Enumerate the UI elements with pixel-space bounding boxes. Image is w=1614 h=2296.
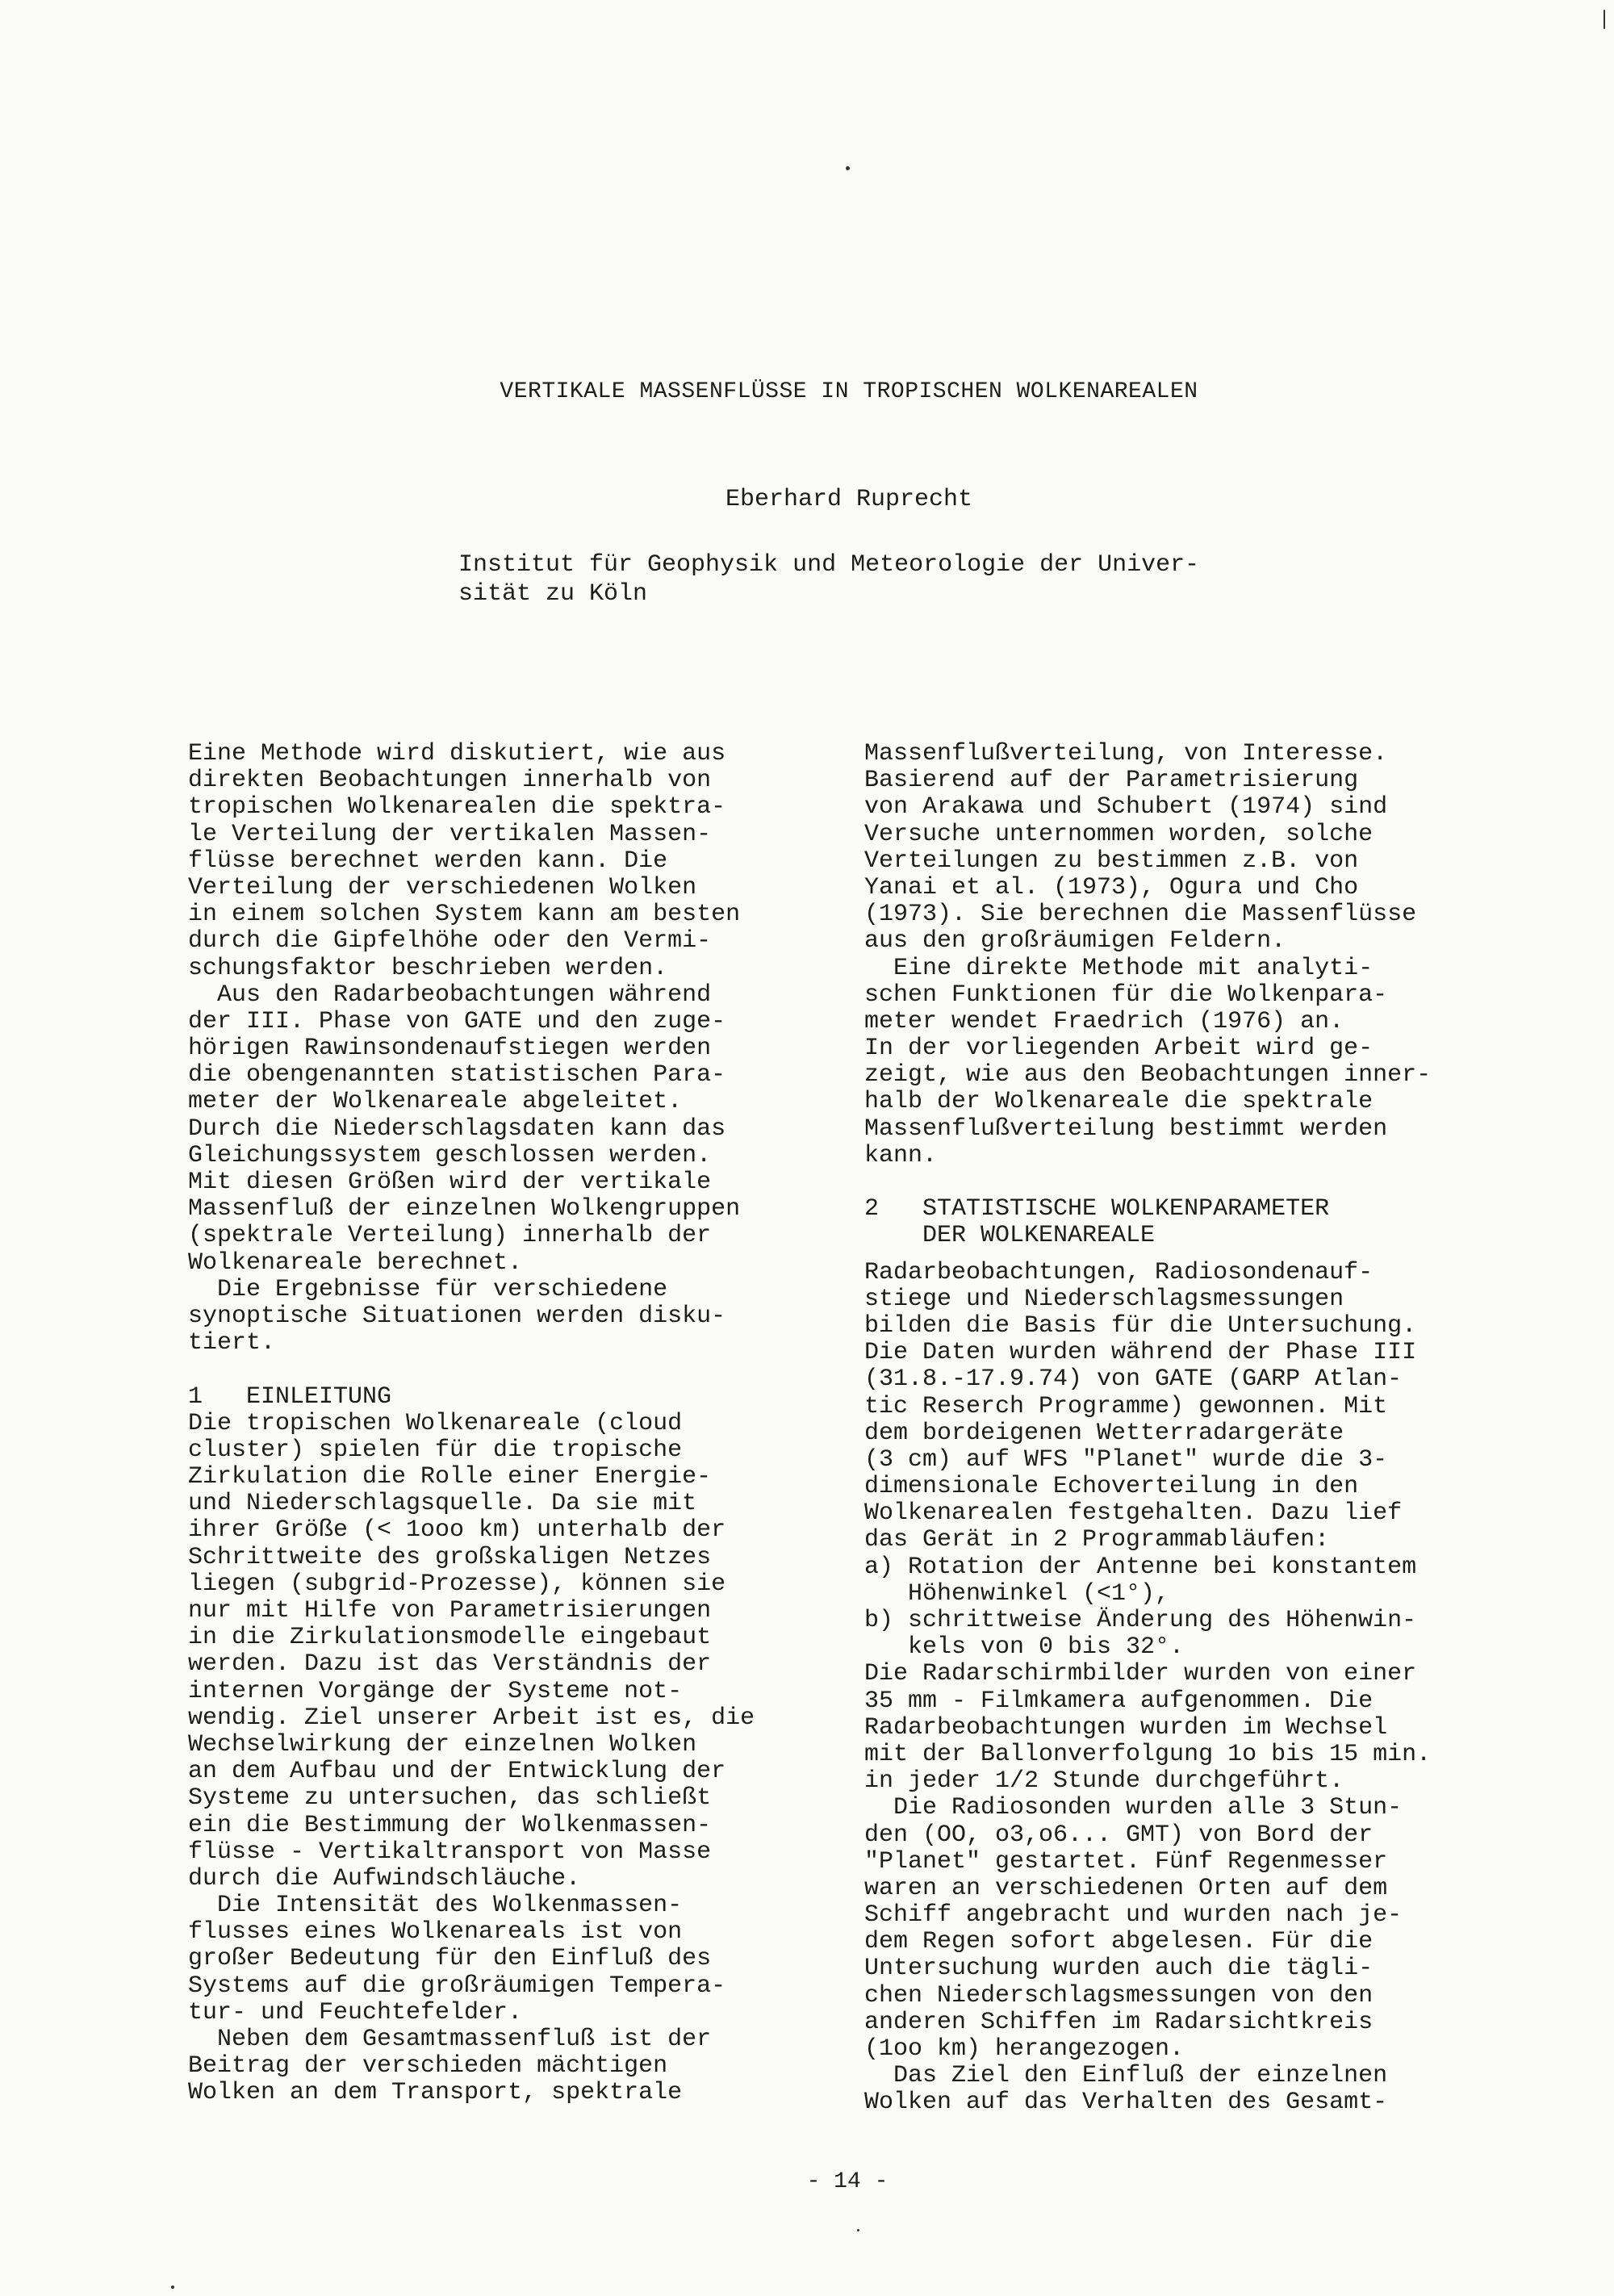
einleitung-continued bbox=[864, 741, 1502, 1169]
scan-speck bbox=[171, 2286, 174, 2289]
text-line: aus den großräumigen Feldern. bbox=[864, 927, 1286, 956]
abstract-line: in einem solchen System kann am besten bbox=[188, 901, 741, 929]
text-line: Radarbeobachtungen, Radiosondenauf- bbox=[864, 1258, 1374, 1286]
text-line: (31.8.-17.9.74) von GATE (GARP Atlan- bbox=[864, 1365, 1403, 1394]
text-line: Verteilungen zu bestimmen z.B. von bbox=[864, 847, 1359, 875]
author-name: Eberhard Ruprecht bbox=[725, 486, 973, 513]
section-einleitung-body bbox=[188, 1411, 817, 2107]
text-line: von Arakawa und Schubert (1974) sind bbox=[864, 793, 1388, 822]
text-line: meter wendet Fraedrich (1976) an. bbox=[864, 1007, 1344, 1035]
text-line: an dem Aufbau und der Entwicklung der bbox=[188, 1758, 726, 1786]
text-line: a) Rotation der Antenne bei konstantem bbox=[864, 1553, 1417, 1581]
text-line: "Planet" gestartet. Fünf Regenmesser bbox=[864, 1847, 1388, 1876]
text-line: flüsse - Vertikaltransport von Masse bbox=[188, 1838, 712, 1866]
abstract-line: synoptische Situationen werden disku- bbox=[188, 1302, 726, 1330]
text-line: (1oo km) herangezogen. bbox=[864, 2035, 1185, 2063]
scan-speck bbox=[857, 2229, 859, 2231]
author-affiliation bbox=[458, 550, 1298, 609]
affiliation-line: Institut für Geophysik und Meteorologie der Univer- bbox=[458, 551, 1200, 579]
text-line: bilden die Basis für die Untersuchung. bbox=[864, 1311, 1417, 1340]
text-line: den (OO, o3,o6... GMT) von Bord der bbox=[864, 1821, 1374, 1849]
abstract-line: die obengenannten statistischen Para- bbox=[188, 1061, 726, 1089]
text-line: und Niederschlagsquelle. Da sie mit bbox=[188, 1490, 697, 1518]
abstract-line: tiert. bbox=[188, 1329, 276, 1357]
text-line: Wolken an dem Transport, spektrale bbox=[188, 2079, 683, 2107]
text-line: waren an verschiedenen Orten auf dem bbox=[864, 1874, 1388, 1902]
text-line: Die Daten wurden während der Phase III bbox=[864, 1339, 1417, 1367]
text-line: tur- und Feuchtefelder. bbox=[188, 1998, 523, 2026]
text-line: Versuche unternommen worden, solche bbox=[864, 820, 1374, 848]
text-line: kann. bbox=[864, 1141, 938, 1169]
abstract-line: Die Ergebnisse für verschiedene bbox=[188, 1275, 668, 1303]
text-line: Wechselwirkung der einzelnen Wolken bbox=[188, 1730, 697, 1759]
text-line: 35 mm - Filmkamera aufgenommen. Die bbox=[864, 1687, 1374, 1715]
text-line: stiege und Niederschlagsmessungen bbox=[864, 1285, 1344, 1313]
text-line: chen Niederschlagsmessungen von den bbox=[864, 1981, 1374, 2010]
text-line: Massenflußverteilung bestimmt werden bbox=[864, 1115, 1388, 1143]
text-line: Wolken auf das Verhalten des Gesamt- bbox=[864, 2089, 1388, 2117]
section-heading-statistische-wolkenparameter: 2 STATISTISCHE WOLKENPARAMETER bbox=[864, 1195, 1330, 1223]
abstract-line: tropischen Wolkenarealen die spektra- bbox=[188, 793, 726, 822]
text-line: Systems auf die großräumigen Tempera- bbox=[188, 1972, 726, 2000]
abstract-line: Gleichungssystem geschlossen werden. bbox=[188, 1141, 712, 1169]
text-line: Beitrag der verschieden mächtigen bbox=[188, 2052, 668, 2081]
text-line: Untersuchung wurden auch die tägli- bbox=[864, 1955, 1374, 1983]
abstract-line: Durch die Niederschlagsdaten kann das bbox=[188, 1115, 726, 1143]
abstract-line: Wolkenareale berechnet. bbox=[188, 1248, 523, 1277]
section-wolkenparameter-body bbox=[864, 1260, 1502, 2117]
text-line: Wolkenarealen festgehalten. Dazu lief bbox=[864, 1499, 1403, 1528]
text-line: tic Reserch Programme) gewonnen. Mit bbox=[864, 1392, 1388, 1420]
abstract-line: hörigen Rawinsondenaufstiegen werden bbox=[188, 1035, 712, 1063]
abstract bbox=[188, 741, 817, 1357]
text-line: Basierend auf der Parametrisierung bbox=[864, 767, 1359, 795]
text-line: ihrer Größe (< 1ooo km) unterhalb der bbox=[188, 1516, 726, 1545]
text-line: Die tropischen Wolkenareale (cloud bbox=[188, 1409, 683, 1437]
right-column bbox=[864, 741, 1502, 2117]
abstract-line: direkten Beobachtungen innerhalb von bbox=[188, 767, 712, 795]
scan-speck bbox=[1604, 10, 1605, 29]
text-line: Yanai et al. (1973), Ogura und Cho bbox=[864, 873, 1359, 901]
text-line: Höhenwinkel (<1°), bbox=[864, 1579, 1170, 1608]
text-line: in die Zirkulationsmodelle eingebaut bbox=[188, 1624, 712, 1652]
text-line: Systeme zu untersuchen, das schließt bbox=[188, 1784, 712, 1813]
text-line: (1973). Sie berechnen die Massenflüsse bbox=[864, 901, 1417, 929]
abstract-line: le Verteilung der vertikalen Massen- bbox=[188, 820, 712, 848]
text-line: Radarbeobachtungen wurden im Wechsel bbox=[864, 1713, 1388, 1742]
abstract-line: Aus den Radarbeobachtungen während bbox=[188, 981, 712, 1009]
text-line: wendig. Ziel unserer Arbeit ist es, die bbox=[188, 1704, 755, 1732]
abstract-line: Mit diesen Größen wird der vertikale bbox=[188, 1169, 712, 1196]
text-line: Die Intensität des Wolkenmassen- bbox=[188, 1892, 683, 1920]
text-line: (3 cm) auf WFS "Planet" wurde die 3- bbox=[864, 1445, 1388, 1474]
scan-speck bbox=[846, 166, 850, 170]
text-line: b) schrittweise Änderung des Höhenwin- bbox=[864, 1607, 1417, 1634]
text-line: kels von 0 bis 32°. bbox=[864, 1633, 1185, 1662]
text-line: dem Regen sofort abgelesen. Für die bbox=[864, 1928, 1374, 1956]
text-line: in jeder 1/2 Stunde durchgeführt. bbox=[864, 1767, 1344, 1796]
text-line: mit der Ballonverfolgung 1o bis 15 min. bbox=[864, 1740, 1432, 1768]
abstract-line: meter der Wolkenareale abgeleitet. bbox=[188, 1088, 683, 1116]
abstract-line: schungsfaktor beschrieben werden. bbox=[188, 954, 668, 982]
text-line: dimensionale Echoverteilung in den bbox=[864, 1473, 1359, 1501]
text-line: Schrittweite des großskaligen Netzes bbox=[188, 1543, 712, 1571]
left-column bbox=[188, 741, 817, 2107]
section-heading-einleitung: 1 EINLEITUNG bbox=[188, 1382, 392, 1411]
abstract-line: der III. Phase von GATE und den zuge- bbox=[188, 1007, 726, 1035]
text-line: Die Radiosonden wurden alle 3 Stun- bbox=[864, 1794, 1403, 1822]
text-line: internen Vorgänge der Systeme not- bbox=[188, 1677, 683, 1705]
paper-title: VERTIKALE MASSENFLÜSSE IN TROPISCHEN WOLKENAREALEN bbox=[500, 379, 1198, 404]
page-number: - 14 - bbox=[806, 2169, 889, 2194]
text-line: großer Bedeutung für den Einfluß des bbox=[188, 1945, 712, 1973]
abstract-line: flüsse berechnet werden kann. Die bbox=[188, 847, 668, 875]
text-line: nur mit Hilfe von Parametrisierungen bbox=[188, 1597, 712, 1625]
abstract-line: (spektrale Verteilung) innerhalb der bbox=[188, 1222, 712, 1250]
section-heading-continued: DER WOLKENAREALE bbox=[864, 1222, 1156, 1250]
text-line: cluster) spielen für die tropische bbox=[188, 1436, 683, 1464]
text-line: dem bordeigenen Wetterradargeräte bbox=[864, 1419, 1344, 1447]
text-line: werden. Dazu ist das Verständnis der bbox=[188, 1650, 712, 1679]
abstract-line: Massenfluß der einzelnen Wolkengruppen bbox=[188, 1195, 741, 1223]
text-line: durch die Aufwindschläuche. bbox=[188, 1864, 581, 1892]
text-line: anderen Schiffen im Radarsichtkreis bbox=[864, 2008, 1374, 2036]
text-line: halb der Wolkenareale die spektrale bbox=[864, 1088, 1374, 1116]
text-line: Massenflußverteilung, von Interesse. bbox=[864, 740, 1388, 767]
text-line: schen Funktionen für die Wolkenpara- bbox=[864, 981, 1388, 1009]
text-line: Eine direkte Methode mit analyti- bbox=[864, 954, 1374, 982]
text-line: Schiff angebracht und wurden nach je- bbox=[864, 1901, 1403, 1930]
text-line: Das Ziel den Einfluß der einzelnen bbox=[864, 2062, 1388, 2090]
text-line: Neben dem Gesamtmassenfluß ist der bbox=[188, 2026, 712, 2053]
affiliation-line: sität zu Köln bbox=[458, 580, 648, 608]
text-line: flusses eines Wolkenareals ist von bbox=[188, 1918, 683, 1947]
abstract-line: durch die Gipfelhöhe oder den Vermi- bbox=[188, 927, 712, 956]
text-line: das Gerät in 2 Programmabläufen: bbox=[864, 1526, 1330, 1554]
text-line: liegen (subgrid-Prozesse), können sie bbox=[188, 1570, 726, 1598]
text-line: zeigt, wie aus den Beobachtungen inner- bbox=[864, 1061, 1432, 1089]
abstract-line: Eine Methode wird diskutiert, wie aus bbox=[188, 740, 726, 767]
abstract-line: Verteilung der verschiedenen Wolken bbox=[188, 873, 697, 901]
text-line: Die Radarschirmbilder wurden von einer bbox=[864, 1660, 1417, 1688]
text-line: ein die Bestimmung der Wolkenmassen- bbox=[188, 1811, 712, 1839]
text-line: In der vorliegenden Arbeit wird ge- bbox=[864, 1035, 1374, 1063]
text-line: Zirkulation die Rolle einer Energie- bbox=[188, 1463, 712, 1491]
